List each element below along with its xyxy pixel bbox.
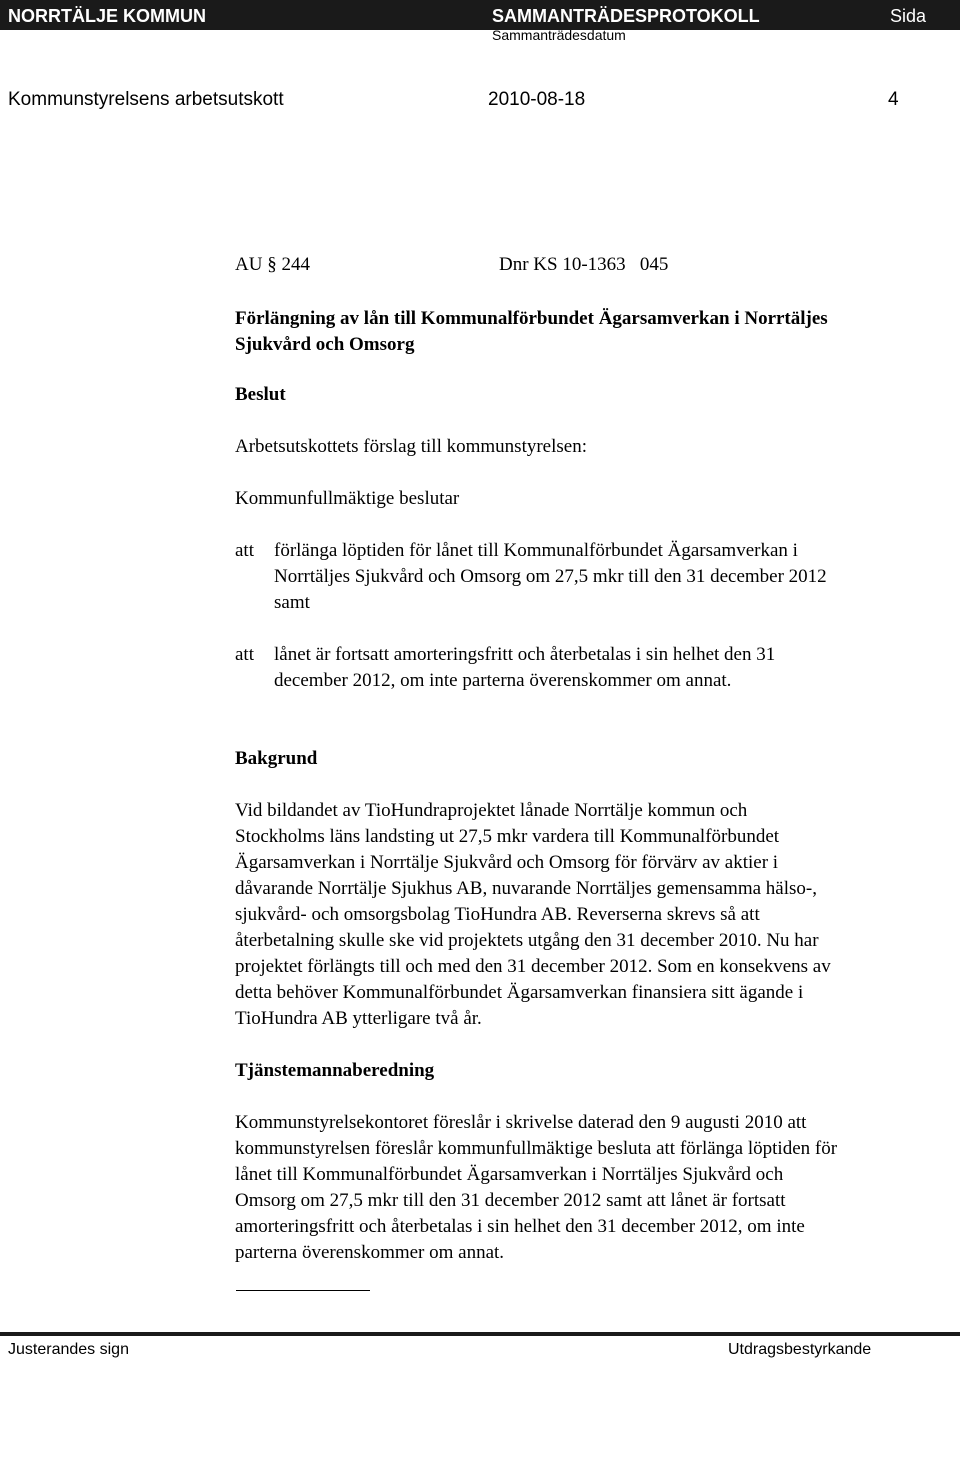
bakgrund-line-3: Ägarsamverkan i Norrtälje Sjukvård och Omsorg för förvärv av aktier i (235, 852, 779, 873)
decision-item-2-line-1: lånet är fortsatt amorteringsfritt och återbetalas i sin helhet den 31 (274, 644, 776, 665)
dnr-reference: Dnr KS 10-1363 045 (499, 254, 669, 275)
meeting-date-label: Sammanträdesdatum (492, 27, 626, 43)
separator-rule (236, 1290, 370, 1291)
decision-item-2-line-2: december 2012, om inte parterna överenskommer om annat. (274, 670, 732, 691)
tjansteman-line-2: kommunstyrelsen föreslår kommunfullmäktige besluta att förlänga löptiden för (235, 1138, 838, 1159)
bakgrund-line-7: projektet förlängts till och med den 31 december 2012. Som en konsekvens av (235, 956, 831, 977)
bakgrund-line-1: Vid bildandet av TioHundraprojektet lånade Norrtälje kommun och (235, 800, 748, 821)
tjansteman-line-4: Omsorg om 27,5 mkr till den 31 december 2012 samt att lånet är fortsatt (235, 1190, 786, 1211)
decision-item-1-line-2: Norrtäljes Sjukvård och Omsorg om 27,5 mkr till den 31 december 2012 (274, 566, 827, 587)
bakgrund-line-4: dåvarande Norrtälje Sjukhus AB, nuvarande Norrtäljes gemensamma hälso-, (235, 878, 817, 899)
tjansteman-line-1: Kommunstyrelsekontoret föreslår i skrivelse daterad den 9 augusti 2010 att (235, 1112, 807, 1133)
page-label: Sida (890, 6, 927, 26)
decision-item-1-line-3: samt (274, 592, 310, 613)
bakgrund-line-5: sjukvård- och omsorgsbolag TioHundra AB. Reverserna skrevs så att (235, 904, 760, 925)
att-label-1: att (235, 540, 254, 561)
beslut-heading: Beslut (235, 384, 286, 405)
tjansteman-heading: Tjänstemannaberedning (235, 1060, 435, 1081)
municipality-name: NORRTÄLJE KOMMUN (8, 6, 206, 26)
case-title-line-1: Förlängning av lån till Kommunalförbundet Ägarsamverkan i Norrtäljes (235, 308, 828, 329)
page-number: 4 (888, 89, 899, 110)
case-title-line-2: Sjukvård och Omsorg (235, 334, 415, 355)
utdragsbestyrkande-label: Utdragsbestyrkande (728, 1341, 872, 1358)
footer-bar (0, 1332, 960, 1336)
bakgrund-line-9: TioHundra AB ytterligare två år. (235, 1008, 482, 1029)
committee-name: Kommunstyrelsens arbetsutskott (8, 89, 284, 110)
meeting-date: 2010-08-18 (488, 89, 586, 110)
justerandes-sign-label: Justerandes sign (8, 1341, 129, 1358)
proposal-line: Arbetsutskottets förslag till kommunstyrelsen: (235, 436, 587, 457)
decides-line: Kommunfullmäktige beslutar (235, 488, 460, 509)
att-label-2: att (235, 644, 254, 665)
bakgrund-line-2: Stockholms läns landsting ut 27,5 mkr vardera till Kommunalförbundet (235, 826, 780, 847)
tjansteman-line-5: amorteringsfritt och återbetalas i sin helhet den 31 december 2012, om inte (235, 1216, 805, 1237)
au-reference: AU § 244 (235, 254, 310, 275)
decision-item-1-line-1: förlänga löptiden för lånet till Kommunalförbundet Ägarsamverkan i (274, 540, 798, 561)
document-type: SAMMANTRÄDESPROTOKOLL (492, 6, 760, 26)
bakgrund-line-8: detta behöver Kommunalförbundet Ägarsamverkan finansiera sitt ägande i (235, 982, 804, 1003)
bakgrund-line-6: återbetalning skulle ske vid projektets utgång den 31 december 2010. Nu har (235, 930, 819, 951)
bakgrund-heading: Bakgrund (235, 748, 318, 769)
tjansteman-line-6: parterna överenskommer om annat. (235, 1242, 505, 1263)
tjansteman-line-3: lånet till Kommunalförbundet Ägarsamverkan i Norrtäljes Sjukvård och (235, 1164, 784, 1185)
